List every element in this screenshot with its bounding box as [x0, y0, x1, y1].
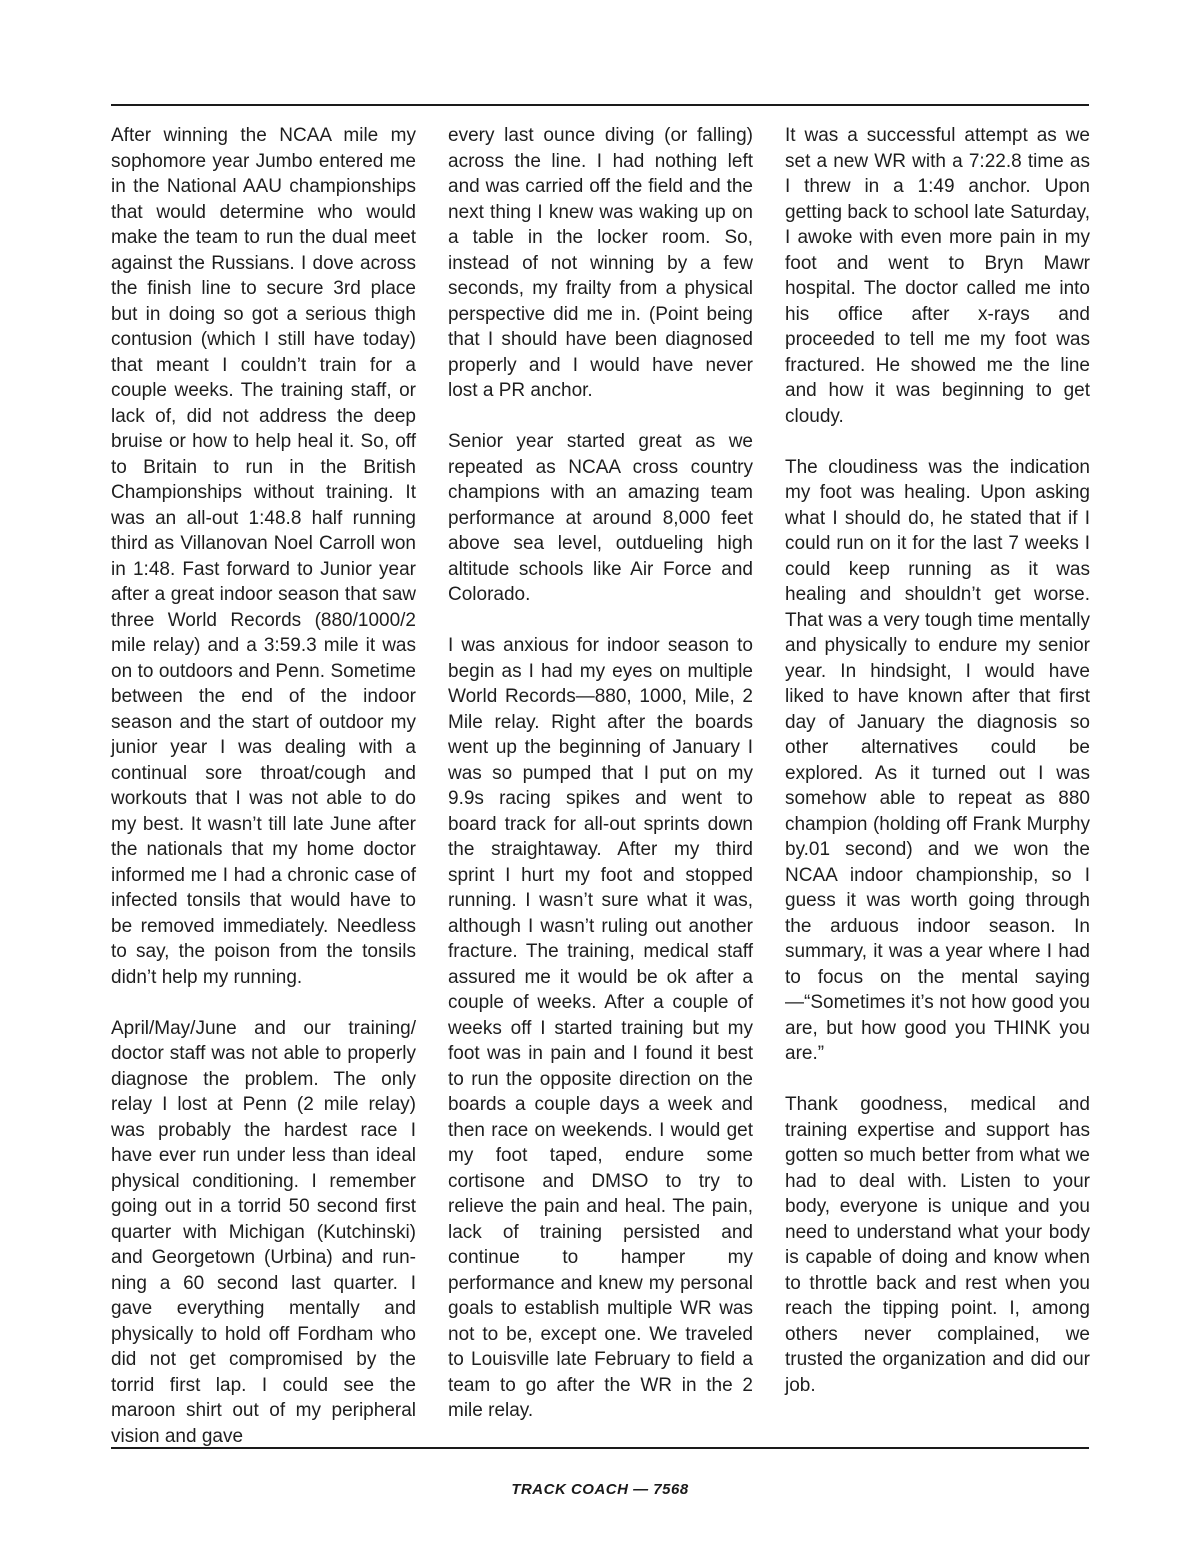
paragraph: Senior year started great as we repeated as NCAA cross country champions with an amazing team performance at around 8,000 feet above sea level, outdueling high altitude schools like Air Force and Colorado. [448, 431, 753, 605]
paragraph: April/May/June and our training/ doctor staff was not able to properly diagnose the problem. The only relay I lost at Penn (2 mile relay) was probably the hardest race I have ever run under less than ideal physical conditioning. I remember going out in a torrid 50 second first quarter with Michigan (Kutchinski) and Georgetown (Urbina) and running a 60 second last quarter. I gave everything mentally and physically to hold off Fordham who did not get compromised by the torrid first lap. I could see the maroon shirt out of my peripheral vision and gave [111, 1017, 416, 1447]
footer-rule [111, 1447, 1089, 1449]
page-footer: TRACK COACH — 7568 [511, 1481, 689, 1498]
paragraph: It was a successful attempt as we set a new WR with a 7:22.8 time as I threw in a 1:49 anchor. Upon getting back to school late Saturday, I awoke with even more pain in my foot and went to Bryn Mawr hospital. The doctor called me into his office after x-rays and proceeded to tell me my foot was fractured. He showed me the line and how it was beginning to get cloudy. [785, 125, 1090, 427]
column-3 [785, 123, 1090, 1398]
column-2 [448, 123, 753, 1424]
header-rule [111, 104, 1089, 106]
paragraph: The cloudiness was the indication my foot was healing. Upon asking what I should do, he stated that if I could run on it for the last 7 weeks I could keep running as it was healing and shouldn’t get worse. That was a very tough time mentally and physically to endure my senior year. In hindsight, I would have liked to have known after that first day of January the diagnosis so other alternatives could be explored. As it turned out I was somehow able to repeat as 880 champion (holding off Frank Murphy by.01 second) and we won the NCAA indoor championship, so I guess it was worth going through the arduous indoor season. In summary, it was a year where I had to focus on the mental saying—“Sometimes it’s not how good you are, but how good you THINK you are.” [785, 456, 1090, 1064]
paragraph: I was anxious for indoor season to begin as I had my eyes on multiple World Records—880, 1000, Mile, 2 Mile relay. Right after the boards went up the beginning of January I was so pumped that I put on my 9.9s racing spikes and went to board track for all-out sprints down the straightaway. After my third sprint I hurt my foot and stopped running. I wasn’t sure what it was, although I wasn’t ruling out another fracture. The training, medical staff assured me it would be ok after a couple of weeks. After a couple of weeks off I started training but my foot was in pain and I found it best to run the opposite direction on the boards a couple days a week and then race on weekends. I would get my foot taped, endure some cortisone and DMSO to try to relieve the pain and heal. The pain, lack of training persisted and continue to hamper my performance and knew my personal goals to establish multiple WR was not to be, except one. We traveled to Louisville late February to field a team to go after the WR in the 2 mile relay. [448, 635, 753, 1421]
paragraph: every last ounce diving (or falling) across the line. I had nothing left and was carried off the field and the next thing I knew was waking up on a table in the locker room. So, instead of not winning by a few seconds, my frailty from a physical perspective did me in. (Point being that I should have been diagnosed properly and I would have never lost a PR anchor. [448, 125, 753, 401]
column-1 [111, 123, 416, 1449]
paragraph: After winning the NCAA mile my sophomore year Jumbo entered me in the National AAU championships that would determine who would make the team to run the dual meet against the Russians. I dove across the finish line to secure 3rd place but in doing so got a serious thigh contusion (which I still have today) that meant I couldn’t train for a couple weeks. The training staff, or lack of, did not address the deep bruise or how to help heal it. So, off to Britain to run in the British Championships without training. It was an all-out 1:48.8 half running third as Villanovan Noel Carroll won in 1:48. Fast forward to Junior year after a great indoor season that saw three World Records (880/1000/2 mile relay) and a 3:59.3 mile it was on to outdoors and Penn. Sometime between the end of the indoor season and the start of outdoor my junior year I was dealing with a continual sore throat/cough and workouts that I was not able to do my best. It wasn’t till late June after the nationals that my home doctor informed me I had a chronic case of infected tonsils that would have to be removed immediately. Needless to say, the poison from the tonsils didn’t help my running. [111, 125, 416, 988]
paragraph: Thank goodness, medical and training expertise and support has gotten so much better from what we had to deal with. Listen to your body, everyone is unique and you need to understand what your body is capable of doing and know when to throttle back and rest when you reach the tipping point. I, among others never complained, we trusted the organization and did our job. [785, 1094, 1090, 1396]
